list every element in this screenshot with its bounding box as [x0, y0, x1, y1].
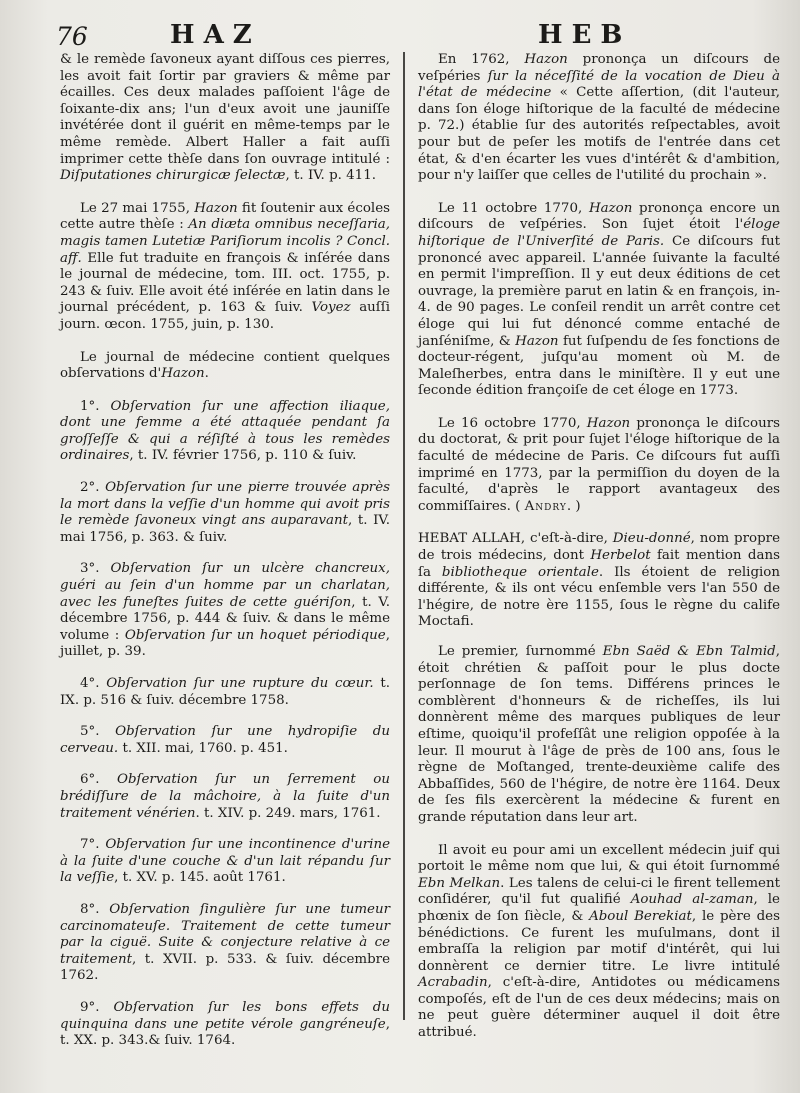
observation-item: 1°. Obſervation ſur une affection iliaque, dont une femme a été attaquée pendant ſa groſſeſſe & qui a réſiſté à tous les remèdes ordinaires, t. IV. février 1756, p. 110 & ſuiv. — [60, 398, 390, 464]
paragraph: & le remède ſavoneux ayant diſſous ces pierres, les avoit fait ſortir par graviers & même par écailles. Ces deux malades paſſoient l'âge de ſoixante-dix ans; l'un d'eux avoit une jauniſſe invétérée dont il guérit en même-temps par le même remède. Albert Haller a fait auſſi imprimer cette thèſe dans ſon ouvrage intitulé : Diſputationes chirurgicæ ſelectæ, t. IV. p. 411. — [60, 52, 390, 184]
right-column — [418, 52, 780, 1058]
observation-item: 6°. Obſervation ſur un ſerrement ou brédiſſure de la mâchoire, à la ſuite d'un traitement vénérien. t. XIV. p. 249. mars, 1761. — [60, 772, 390, 821]
entry-paragraph: HEBAT ALLAH, c'eſt-à-dire, Dieu-donné, nom propre de trois médecins, dont Herbelot fait mention dans ſa bibliotheque orientale. Ils étoient de religion différente, & ils ont vécu enſemble vers l'an 550 de l'hégire, de notre ère 1155, ſous le règne du calife Moctafi. — [418, 531, 780, 630]
column-divider — [403, 52, 405, 1020]
observation-item: 2°. Obſervation ſur une pierre trouvée après la mort dans la veſſie d'un homme qui avoit pris le remède ſavoneux vingt ans auparavant, t. IV. mai 1756, p. 363. & ſuiv. — [60, 480, 391, 545]
left-running-head: HAZ — [170, 20, 261, 50]
observation-item: 3°. Obſervation ſur un ulcère chancreux, guéri au ſein d'un homme par un charlatan, avec les funeſtes ſuites de cette guériſon, t. V. décembre 1756, p. 444 & ſuiv. & dans le même volume : Obſervation ſur un hoquet périodique, juillet, p. 39. — [60, 561, 390, 660]
paragraph: Le 16 octobre 1770, Hazon prononça le diſcours du doctorat, & prit pour ſujet l'éloge hiſtorique de la faculté de médecine de Paris. Ce diſcours fut auſſi imprimé en 1773, par la permiſſion du doyen de la faculté, d'après le rapport avantageux des commiſſaires. ( Andry. ) — [418, 415, 780, 514]
observation-item: 8°. Obſervation ſingulière ſur une tumeur carcinomateuſe. Traitement de cette tumeur par la ciguë. Suite & conjecture relative à ce traitement, t. XVII. p. 533. & ſuiv. décembre 1762. — [60, 901, 390, 984]
paragraph: Le journal de médecine contient quelques obſervations d'Hazon. — [60, 349, 390, 382]
left-column — [60, 52, 390, 1065]
page-header — [0, 18, 800, 54]
paragraph: Il avoit eu pour ami un excellent médecin juif qui portoit le même nom que lui, & qui étoit ſurnommé Ebn Melkan. Les talens de celui-ci le firent tellement conſidérer, qu'il fut qualifié Aouhad al-zaman, le phœnix de ſon ſiècle, & Aboul Berekiat, le père des bénédictions. Ce furent les muſulmans, dont il embraſſa la religion par motif d'intérêt, qui lui donnèrent ce dernier titre. Le livre intitulé Acrabadin, c'eſt-à-dire, Antidotes ou médicamens compoſés, eſt de l'un de ces deux médecins; mais on ne peut guère déterminer auquel il doit être attribué. — [418, 842, 780, 1041]
paragraph: En 1762, Hazon prononça un diſcours de veſpéries ſur la néceſſité de la vocation de Dieu à l'état de médecine « Cette aſſertion, (dit l'auteur, dans ſon éloge hiſtorique de la faculté de médecine p. 72.) établie ſur des autorités reſpectables, avoit pour but de peſer les motifs de l'entrée dans cet état, & d'en écarter les vues d'intérêt & d'ambition, pour n'y laiſſer que celles de l'utilité du prochain ». — [418, 52, 780, 184]
observation-item: 7°. Obſervation ſur une incontinence d'urine à la ſuite d'une couche & d'un lait répandu ſur la veſſie, t. XV. p. 145. août 1761. — [60, 837, 390, 886]
observation-item: 9°. Obſervation ſur les bons effets du quinquina dans une petite vérole gangréneuſe, t. XX. p. 343.& ſuiv. 1764. — [60, 999, 390, 1049]
paragraph: Le 27 mai 1755, Hazon fit ſoutenir aux écoles cette autre thèſe : An diæta omnibus neceſſaria, magis tamen Lutetiæ Pariſiorum incolis ? Concl. aff. Elle fut traduite en françois & inſérée dans le journal de médecine, tom. III. oct. 1755, p. 243 & ſuiv. Elle avoit été inſérée en latin dans le journal précédent, p. 163 & ſuiv. Voyez auſſi journ. œcon. 1755, juin, p. 130. — [60, 200, 390, 332]
paragraph: Le premier, ſurnommé Ebn Saëd & Ebn Talmid, étoit chrétien & paſſoit pour le plus docte perſonnage de ſon tems. Différens princes le comblèrent d'honneurs & de richeſſes, ils lui donnèrent même des marques publiques de leur eſtime, quoiqu'il profeſſât une religion oppoſée à la leur. Il mourut à l'âge de près de 100 ans, ſous le règne de Moſtanged, trente-deuxième calife des Abbaſſides, 560 de l'hégire, de notre ère 1164. Deux de ſes fils exercèrent la médecine & furent en grande réputation dans leur art. — [418, 644, 780, 825]
entry-headword: HEBAT ALLAH — [418, 531, 521, 547]
page-number: 76 — [56, 22, 88, 51]
right-running-head: HEB — [538, 20, 632, 50]
observation-item: 4°. Obſervation ſur une rupture du cœur. t. IX. p. 516 & ſuiv. décembre 1758. — [60, 676, 390, 708]
paragraph: Le 11 octobre 1770, Hazon prononça encore un diſcours de veſpéries. Son ſujet étoit l'éloge hiſtorique de l'Univerſité de Paris. Ce diſcours fut prononcé avec appareil. L'année ſuivante la faculté en permit l'impreſſion. Il y eut deux éditions de cet ouvrage, la première parut en latin & en françois, in-4. de 90 pages. Le conſeil rendit un arrêt contre cet éloge qui lui fut dénoncé comme entaché de janſéniſme, & Hazon fut ſuſpendu de ſes fonctions de docteur-régent, juſqu'au moment où M. de Maleſherbes, entra dans le miniſtère. Il y eut une ſeconde édition françoiſe de cet éloge en 1773. — [418, 200, 780, 399]
observation-item: 5°. Obſervation ſur une hydropiſie du cerveau. t. XII. mai, 1760. p. 451. — [60, 724, 390, 756]
